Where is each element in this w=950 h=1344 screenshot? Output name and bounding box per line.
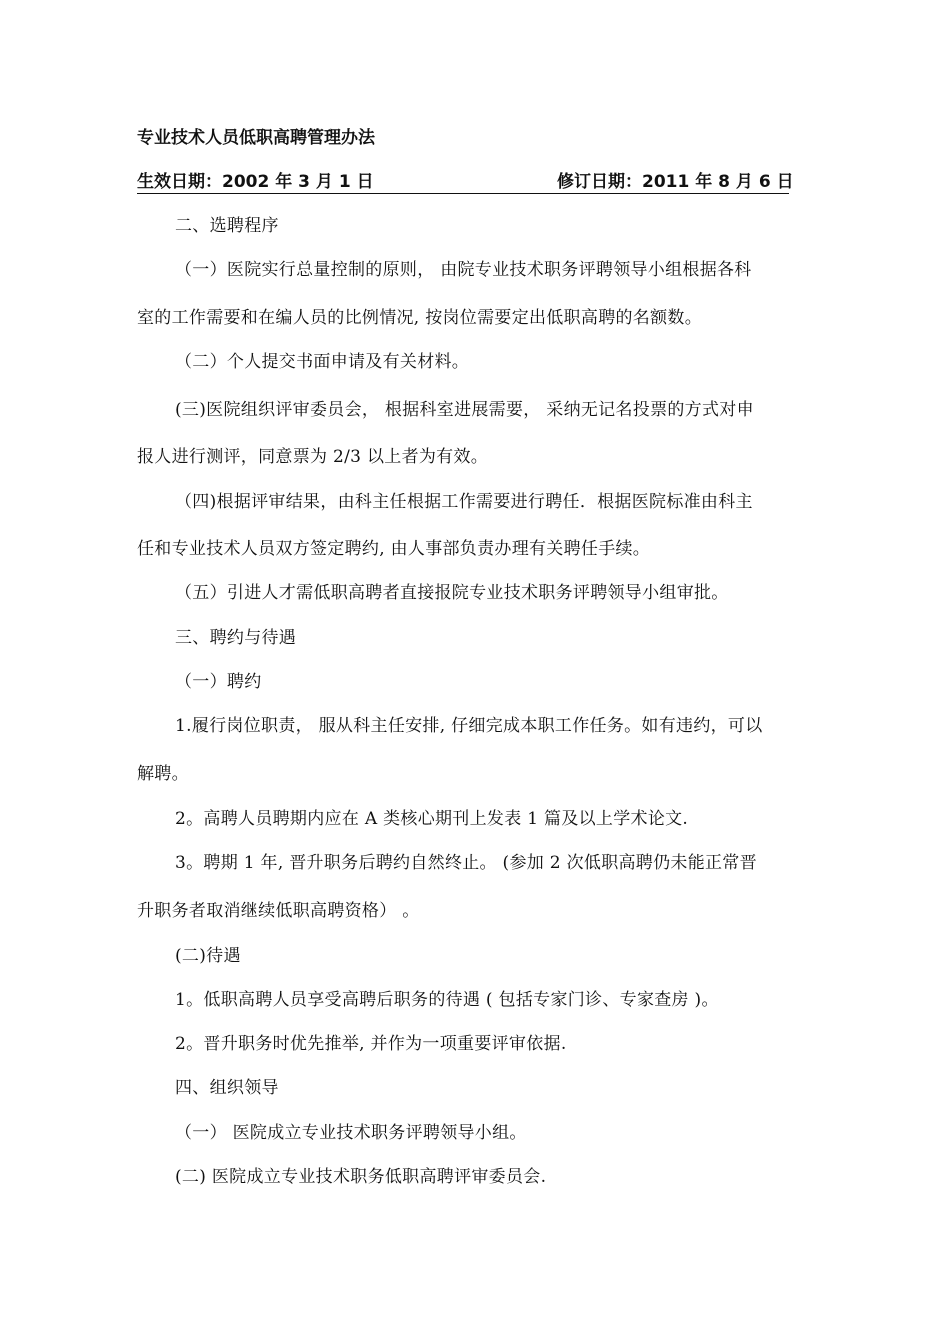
subsection-heading: （一）聘约: [175, 672, 262, 692]
paragraph-line: 报人进行测评，同意票为 2/3 以上者为有效。: [137, 447, 489, 467]
paragraph-line: （五）引进人才需低职高聘者直接报院专业技术职务评聘领导小组审批。: [175, 583, 729, 603]
revised-date: 修订日期：2011 年 8 月 6 日: [557, 172, 794, 192]
paragraph-line: 3。聘期 1 年, 晋升职务后聘约自然终止。 (参加 2 次低职高聘仍未能正常晋: [175, 853, 757, 873]
paragraph-line: （四)根据评审结果，由科主任根据工作需要进行聘任．根据医院标准由科主: [175, 492, 753, 512]
section-heading-contract: 三、聘约与待遇: [175, 628, 297, 648]
paragraph-line: (二) 医院成立专业技术职务低职高聘评审委员会.: [175, 1167, 547, 1187]
paragraph-line: 解聘。: [137, 764, 189, 784]
section-heading-selection: 二、选聘程序: [175, 216, 279, 236]
paragraph-line: 1.履行岗位职责， 服从科主任安排, 仔细完成本职工作任务。如有违约，可以: [175, 716, 763, 736]
paragraph-line: (三)医院组织评审委员会， 根据科室进展需要， 采纳无记名投票的方式对申: [175, 400, 754, 420]
paragraph-line: （一）医院实行总量控制的原则， 由院专业技术职务评聘领导小组根据各科: [175, 260, 752, 280]
paragraph-line: 室的工作需要和在编人员的比例情况, 按岗位需要定出低职高聘的名额数。: [137, 308, 703, 328]
date-line: [137, 171, 794, 195]
paragraph-line: 升职务者取消继续低职高聘资格） 。: [137, 901, 420, 921]
paragraph-line: 2。高聘人员聘期内应在 A 类核心期刊上发表 1 篇及以上学术论文.: [175, 809, 689, 829]
date-underline: [137, 193, 789, 194]
paragraph-line: 1。低职高聘人员享受高聘后职务的待遇 ( 包括专家门诊、专家查房 )。: [175, 990, 719, 1010]
subsection-heading: (二)待遇: [175, 946, 241, 966]
document-title: 专业技术人员低职高聘管理办法: [137, 128, 375, 148]
paragraph-line: 2。晋升职务时优先推举, 并作为一项重要评审依据.: [175, 1034, 567, 1054]
paragraph-line: 任和专业技术人员双方签定聘约, 由人事部负责办理有关聘任手续。: [137, 539, 651, 559]
section-heading-leadership: 四、组织领导: [175, 1078, 279, 1098]
paragraph-line: （一） 医院成立专业技术职务评聘领导小组。: [175, 1123, 527, 1143]
effective-date: 生效日期：2002 年 3 月 1 日: [137, 172, 374, 192]
paragraph-line: （二）个人提交书面申请及有关材料。: [175, 352, 470, 372]
